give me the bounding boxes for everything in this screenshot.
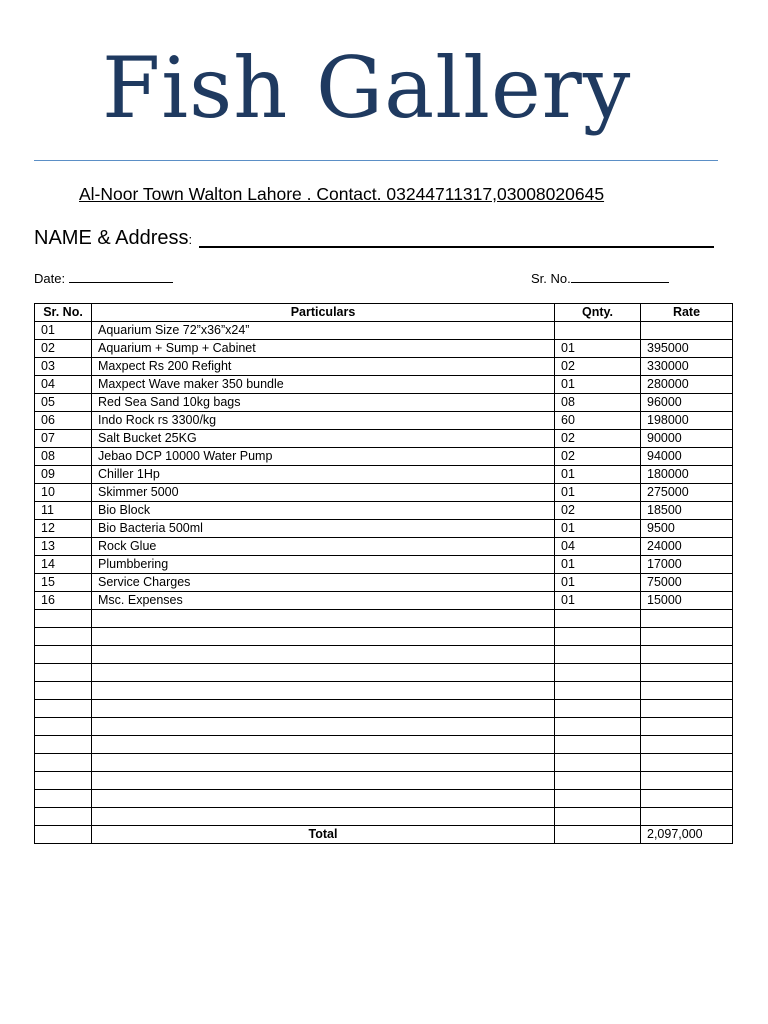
- table-row: [35, 484, 733, 502]
- particulars-cell: Rock Glue: [92, 538, 555, 556]
- sr-no-cell: [35, 664, 92, 682]
- sr-no-cell: [35, 790, 92, 808]
- qty-cell: 04: [555, 538, 641, 556]
- column-header-sr-no: Sr. No.: [35, 304, 92, 322]
- total-label: Total: [92, 826, 555, 844]
- sr-no-cell: 10: [35, 484, 92, 502]
- particulars-cell: Maxpect Wave maker 350 bundle: [92, 376, 555, 394]
- rate-cell: 330000: [641, 358, 733, 376]
- particulars-cell: Salt Bucket 25KG: [92, 430, 555, 448]
- particulars-cell: [92, 736, 555, 754]
- table-row: [35, 556, 733, 574]
- qty-cell: 01: [555, 556, 641, 574]
- sr-no-cell: [35, 736, 92, 754]
- table-row: [35, 610, 733, 628]
- name-address-label: NAME & Address: [34, 227, 189, 249]
- name-address-colon: :: [188, 232, 193, 247]
- sr-no-cell: [35, 772, 92, 790]
- particulars-cell: Bio Bacteria 500ml: [92, 520, 555, 538]
- sr-no-cell: 02: [35, 340, 92, 358]
- table-row: [35, 646, 733, 664]
- total-value: 2,097,000: [641, 826, 733, 844]
- rate-cell: [641, 808, 733, 826]
- qty-cell: [555, 754, 641, 772]
- particulars-cell: [92, 700, 555, 718]
- sr-no-cell: 01: [35, 322, 92, 340]
- rate-cell: 275000: [641, 484, 733, 502]
- table-row: [35, 340, 733, 358]
- table-row: [35, 664, 733, 682]
- rate-cell: [641, 736, 733, 754]
- table-row: [35, 358, 733, 376]
- table-row: [35, 430, 733, 448]
- rate-cell: 24000: [641, 538, 733, 556]
- sr-no-cell: [35, 610, 92, 628]
- shop-address-contact: Al-Noor Town Walton Lahore . Contact. 03244711317,03008020645: [79, 184, 605, 204]
- sr-no-cell: 06: [35, 412, 92, 430]
- particulars-cell: [92, 628, 555, 646]
- total-sr-cell: [35, 826, 92, 844]
- qty-cell: [555, 646, 641, 664]
- date-label: Date:: [34, 271, 66, 286]
- table-row: [35, 790, 733, 808]
- table-row: [35, 466, 733, 484]
- sr-no-cell: [35, 628, 92, 646]
- particulars-cell: [92, 646, 555, 664]
- table-row: [35, 376, 733, 394]
- date-field: [34, 271, 173, 286]
- rate-cell: [641, 628, 733, 646]
- page-title: Fish Gallery: [102, 39, 632, 137]
- table-row: [35, 574, 733, 592]
- rate-cell: [641, 700, 733, 718]
- particulars-cell: Aquarium + Sump + Cabinet: [92, 340, 555, 358]
- qty-cell: [555, 736, 641, 754]
- particulars-cell: [92, 718, 555, 736]
- title-divider: [34, 160, 718, 161]
- qty-cell: 01: [555, 466, 641, 484]
- rate-cell: [641, 754, 733, 772]
- qty-cell: [555, 790, 641, 808]
- qty-cell: 02: [555, 358, 641, 376]
- rate-cell: [641, 718, 733, 736]
- rate-cell: [641, 790, 733, 808]
- sr-no-cell: [35, 682, 92, 700]
- sr-no-cell: 04: [35, 376, 92, 394]
- qty-cell: [555, 682, 641, 700]
- table-row: [35, 412, 733, 430]
- column-header-particulars: Particulars: [92, 304, 555, 322]
- qty-cell: 02: [555, 448, 641, 466]
- serial-number-field: [531, 271, 669, 286]
- sr-no-cell: [35, 646, 92, 664]
- rate-cell: 15000: [641, 592, 733, 610]
- particulars-cell: Jebao DCP 10000 Water Pump: [92, 448, 555, 466]
- rate-cell: [641, 682, 733, 700]
- particulars-cell: Maxpect Rs 200 Refight: [92, 358, 555, 376]
- column-header-qnty: Qnty.: [555, 304, 641, 322]
- qty-cell: 01: [555, 592, 641, 610]
- sr-no-cell: 15: [35, 574, 92, 592]
- particulars-cell: Service Charges: [92, 574, 555, 592]
- rate-cell: [641, 610, 733, 628]
- table-row: [35, 322, 733, 340]
- particulars-cell: [92, 790, 555, 808]
- sr-no-cell: [35, 808, 92, 826]
- rate-cell: [641, 772, 733, 790]
- particulars-cell: [92, 664, 555, 682]
- rate-cell: 96000: [641, 394, 733, 412]
- rate-cell: 94000: [641, 448, 733, 466]
- qty-cell: 01: [555, 574, 641, 592]
- table-row: [35, 628, 733, 646]
- sr-no-cell: 12: [35, 520, 92, 538]
- sr-no-cell: 08: [35, 448, 92, 466]
- sr-no-cell: 14: [35, 556, 92, 574]
- particulars-cell: Aquarium Size 72”x36”x24”: [92, 322, 555, 340]
- particulars-cell: Chiller 1Hp: [92, 466, 555, 484]
- qty-cell: [555, 610, 641, 628]
- rate-cell: 198000: [641, 412, 733, 430]
- rate-cell: 280000: [641, 376, 733, 394]
- total-qty-cell: [555, 826, 641, 844]
- sr-no-cell: 16: [35, 592, 92, 610]
- table-row: [35, 394, 733, 412]
- sr-no-cell: 09: [35, 466, 92, 484]
- table-row: [35, 682, 733, 700]
- qty-cell: [555, 322, 641, 340]
- sr-no-cell: [35, 700, 92, 718]
- particulars-cell: [92, 610, 555, 628]
- qty-cell: 02: [555, 430, 641, 448]
- table-row: [35, 718, 733, 736]
- particulars-cell: [92, 754, 555, 772]
- table-row: [35, 502, 733, 520]
- table-row: [35, 448, 733, 466]
- serial-number-blank-line: [571, 282, 669, 283]
- name-address-blank-line: [199, 246, 714, 248]
- qty-cell: 01: [555, 376, 641, 394]
- particulars-cell: [92, 808, 555, 826]
- qty-cell: [555, 700, 641, 718]
- qty-cell: 01: [555, 484, 641, 502]
- table-row: [35, 538, 733, 556]
- rate-cell: 395000: [641, 340, 733, 358]
- invoice-items: [35, 322, 733, 826]
- qty-cell: 60: [555, 412, 641, 430]
- qty-cell: 08: [555, 394, 641, 412]
- sr-no-cell: 05: [35, 394, 92, 412]
- sr-no-cell: [35, 718, 92, 736]
- sr-no-cell: 03: [35, 358, 92, 376]
- table-row: [35, 808, 733, 826]
- rate-cell: [641, 322, 733, 340]
- sr-no-cell: 13: [35, 538, 92, 556]
- invoice-table: [34, 303, 733, 844]
- table-row: [35, 754, 733, 772]
- table-row: [35, 520, 733, 538]
- particulars-cell: Indo Rock rs 3300/kg: [92, 412, 555, 430]
- table-row: [35, 736, 733, 754]
- qty-cell: 01: [555, 340, 641, 358]
- rate-cell: [641, 646, 733, 664]
- name-address-field: [34, 227, 714, 251]
- rate-cell: 75000: [641, 574, 733, 592]
- rate-cell: 9500: [641, 520, 733, 538]
- sr-no-cell: 11: [35, 502, 92, 520]
- total-row: [35, 826, 733, 844]
- rate-cell: [641, 664, 733, 682]
- table-row: [35, 700, 733, 718]
- date-blank-line: [69, 282, 173, 283]
- sr-no-cell: 07: [35, 430, 92, 448]
- qty-cell: [555, 772, 641, 790]
- qty-cell: 01: [555, 520, 641, 538]
- sr-no-cell: [35, 754, 92, 772]
- particulars-cell: Plumbbering: [92, 556, 555, 574]
- qty-cell: [555, 628, 641, 646]
- particulars-cell: [92, 772, 555, 790]
- particulars-cell: Red Sea Sand 10kg bags: [92, 394, 555, 412]
- particulars-cell: Skimmer 5000: [92, 484, 555, 502]
- rate-cell: 18500: [641, 502, 733, 520]
- rate-cell: 90000: [641, 430, 733, 448]
- qty-cell: [555, 718, 641, 736]
- particulars-cell: Msc. Expenses: [92, 592, 555, 610]
- table-row: [35, 592, 733, 610]
- rate-cell: 17000: [641, 556, 733, 574]
- column-header-rate: Rate: [641, 304, 733, 322]
- rate-cell: 180000: [641, 466, 733, 484]
- particulars-cell: Bio Block: [92, 502, 555, 520]
- qty-cell: [555, 808, 641, 826]
- particulars-cell: [92, 682, 555, 700]
- table-header-row: [35, 304, 733, 322]
- table-row: [35, 772, 733, 790]
- qty-cell: [555, 664, 641, 682]
- serial-number-label: Sr. No.: [531, 271, 571, 286]
- qty-cell: 02: [555, 502, 641, 520]
